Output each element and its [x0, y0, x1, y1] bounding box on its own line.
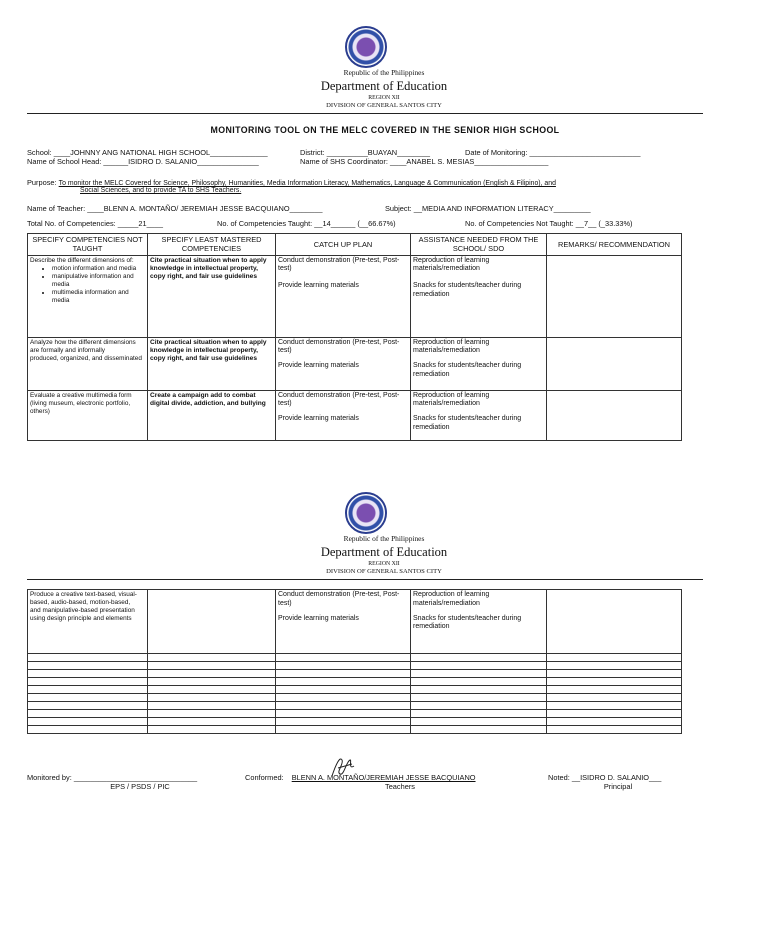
- empty-row: [28, 662, 682, 670]
- cell-text: Provide learning materials: [278, 362, 359, 369]
- cell-text: produced, organized, and disseminated: [30, 354, 142, 362]
- list-item: • motion information and media: [52, 265, 145, 273]
- taught-pct: (__66.67%): [357, 219, 396, 228]
- cell-text: Snacks for students/teacher during remediation: [413, 282, 522, 298]
- cell-text: Provide learning materials: [278, 415, 359, 422]
- deped-seal-icon: [345, 26, 387, 68]
- date-value: ___________________________: [529, 148, 641, 157]
- coord-value: ____ANABEL S. MESIAS__________________: [389, 157, 549, 166]
- cell-text: Reproduction of learning materials/remediation: [413, 391, 490, 408]
- empty-row: [28, 702, 682, 710]
- cell-text: Provide learning materials: [278, 614, 359, 622]
- taught-label: No. of Competencies Taught:: [217, 219, 313, 228]
- cell-text: Reproduction of learning materials/remediation: [413, 256, 490, 273]
- school-line: [27, 148, 268, 157]
- table-row: [28, 255, 682, 337]
- date-label: Date of Monitoring:: [465, 148, 528, 157]
- competency-table-continued: [27, 589, 682, 734]
- conformed-names: BLENN A. MONTAÑO/JEREMIAH JESSE BACQUIANO: [291, 773, 476, 782]
- not-taught-value: __7__: [575, 219, 597, 228]
- noted-role: Principal: [603, 782, 633, 791]
- cell-remarks: [547, 337, 682, 390]
- not-taught-pct: (_33.33%): [598, 219, 633, 228]
- competency-table: [27, 233, 682, 441]
- cell-not-taught: [28, 337, 148, 390]
- empty-row: [28, 654, 682, 662]
- header-rule: [27, 113, 703, 114]
- table-row: [28, 390, 682, 440]
- empty-row: [28, 718, 682, 726]
- total-label: Total No. of Competencies:: [27, 219, 116, 228]
- monitored-line: [27, 773, 197, 782]
- district-label: District:: [300, 148, 325, 157]
- cell-remarks: [547, 255, 682, 337]
- region-text: REGION XII: [368, 561, 400, 567]
- teacher-label: Name of Teacher:: [27, 204, 86, 213]
- header-not-taught: SPECIFY COMPETENCIES NOT TAUGHT: [28, 234, 148, 256]
- cell-not-taught: [28, 255, 148, 337]
- cell-text: Conduct demonstration (Pre-test, Post-test): [278, 338, 400, 355]
- cell-text: Cite practical situation when to apply knowledge in intellectual property,: [150, 256, 267, 272]
- conformed-role: Teachers: [385, 782, 415, 791]
- cell-text: Reproduction of learning materials/remediation: [413, 591, 490, 607]
- cell-least-mastered: [148, 255, 276, 337]
- taught-line: [217, 219, 396, 228]
- cell-catch-up: [276, 390, 411, 440]
- noted-line: [548, 773, 661, 782]
- cell-not-taught: [28, 590, 148, 654]
- teacher-value: ____BLENN A. MONTAÑO/ JEREMIAH JESSE BACQUIANO________: [87, 204, 323, 213]
- region-text: REGION XII: [368, 95, 400, 101]
- cell-catch-up: [276, 337, 411, 390]
- bullet-list: [30, 265, 145, 305]
- cell-catch-up: [276, 255, 411, 337]
- monitored-blank: ______________________________: [73, 773, 198, 782]
- purpose-label: Purpose:: [27, 178, 57, 187]
- district-value: __________BUAYAN________: [326, 148, 430, 157]
- conformed-line: [245, 773, 476, 782]
- head-line: [27, 157, 259, 166]
- cell-not-taught: [28, 390, 148, 440]
- header-least-mastered: SPECIFY LEAST MASTERED COMPETENCIES: [148, 234, 276, 256]
- purpose-line: [27, 178, 556, 187]
- subject-label: Subject:: [385, 204, 412, 213]
- total-line: [27, 219, 163, 228]
- header-rule: [27, 579, 703, 580]
- cell-text: and manipulative-based presentation using design principle and elements: [30, 607, 135, 622]
- cell-text: copy right, and fair use guidelines: [150, 272, 257, 280]
- empty-row: [28, 670, 682, 678]
- taught-value: __14______: [314, 219, 356, 228]
- cell-text: others): [30, 407, 50, 415]
- cell-text: Evaluate a creative multimedia form (living museum, electronic portfolio,: [30, 391, 132, 407]
- total-value: _____21____: [117, 219, 164, 228]
- school-label: School:: [27, 148, 52, 157]
- cell-text: Snacks for students/teacher during remediation: [413, 362, 522, 378]
- table-row: [28, 337, 682, 390]
- cell-assistance: [411, 390, 547, 440]
- empty-row: [28, 710, 682, 718]
- purpose-text-2: Social Sciences, and to provide TA to SHS Teachers.: [80, 187, 242, 194]
- cell-text: Conduct demonstration (Pre-test, Post-test): [278, 256, 400, 273]
- coord-line: [300, 157, 548, 166]
- cell-assistance: [411, 337, 547, 390]
- cell-least-mastered: [148, 590, 276, 654]
- cell-assistance: [411, 255, 547, 337]
- head-value: ______ISIDRO D. SALANIO_______________: [103, 157, 259, 166]
- cell-text: Create a campaign add to combat digital divide, addiction, and bullying: [150, 391, 266, 407]
- cell-text: Provide learning materials: [278, 282, 359, 289]
- list-item: • manipulative information and media: [52, 273, 145, 289]
- subject-line: [385, 204, 591, 213]
- cell-text: Snacks for students/teacher during remediation: [413, 415, 522, 431]
- conformed-label: Conformed:: [245, 773, 284, 782]
- cell-text: copy right, and fair use guidelines: [150, 354, 257, 362]
- noted-name: __ISIDRO D. SALANIO___: [571, 773, 662, 782]
- cell-text: Analyze how the different dimensions are formally and informally: [30, 338, 136, 354]
- division-text: DIVISION OF GENERAL SANTOS CITY: [326, 568, 442, 575]
- header-assistance: ASSISTANCE NEEDED FROM THE SCHOOL/ SDO: [411, 234, 547, 256]
- head-label: Name of School Head:: [27, 157, 102, 166]
- republic-text: Republic of the Philippines: [343, 68, 425, 77]
- empty-row: [28, 678, 682, 686]
- teacher-line: [27, 204, 322, 213]
- date-line: [465, 148, 641, 157]
- not-taught-label: No. of Competencies Not Taught:: [465, 219, 574, 228]
- empty-row: [28, 686, 682, 694]
- cell-assistance: [411, 590, 547, 654]
- cell-least-mastered: [148, 337, 276, 390]
- division-text: DIVISION OF GENERAL SANTOS CITY: [326, 102, 442, 109]
- subject-value: __MEDIA AND INFORMATION LITERACY_________: [413, 204, 591, 213]
- cell-remarks: [547, 390, 682, 440]
- cell-text: Reproduction of learning materials/remediation: [413, 338, 490, 355]
- cell-text: Conduct demonstration (Pre-test, Post-test): [278, 391, 400, 408]
- deped-seal-icon: [345, 492, 387, 534]
- doc-title: MONITORING TOOL ON THE MELC COVERED IN THE SENIOR HIGH SCHOOL: [210, 125, 560, 135]
- header-remarks: REMARKS/ RECOMMENDATION: [547, 234, 682, 256]
- not-taught-line: [465, 219, 633, 228]
- cell-text: Snacks for students/teacher during remediation: [413, 614, 522, 631]
- noted-label: Noted:: [548, 773, 570, 782]
- cell-text: Conduct demonstration (Pre-test, Post-test): [278, 591, 400, 607]
- cell-least-mastered: [148, 390, 276, 440]
- table-header-row: [28, 234, 682, 256]
- header-catch-up: CATCH UP PLAN: [276, 234, 411, 256]
- coord-label: Name of SHS Coordinator:: [300, 157, 388, 166]
- cell-catch-up: [276, 590, 411, 654]
- monitored-label: Monitored by:: [27, 773, 72, 782]
- department-title: Department of Education: [320, 79, 448, 93]
- republic-text: Republic of the Philippines: [343, 534, 425, 543]
- empty-row: [28, 726, 682, 734]
- monitored-role: EPS / PSDS / PIC: [110, 782, 170, 791]
- department-title: Department of Education: [320, 545, 448, 559]
- district-line: [300, 148, 430, 157]
- cell-remarks: [547, 590, 682, 654]
- school-value: ____JOHNNY ANG NATIONAL HIGH SCHOOL______________: [53, 148, 268, 157]
- empty-row: [28, 694, 682, 702]
- cell-text: Cite practical situation when to apply knowledge in intellectual property,: [150, 338, 267, 354]
- table-row: [28, 590, 682, 654]
- purpose-text-1: To monitor the MELC Covered for Science, Philosophy, Humanities, Media Information Literacy, Mathematics, Language & Communication (English & Filipino), and: [58, 180, 556, 187]
- cell-text: Produce a creative text-based, visual-based, audio-based, motion-based,: [30, 591, 137, 606]
- list-item: • multimedia information and media: [52, 289, 145, 305]
- cell-text: Describe the different dimensions of:: [30, 256, 134, 264]
